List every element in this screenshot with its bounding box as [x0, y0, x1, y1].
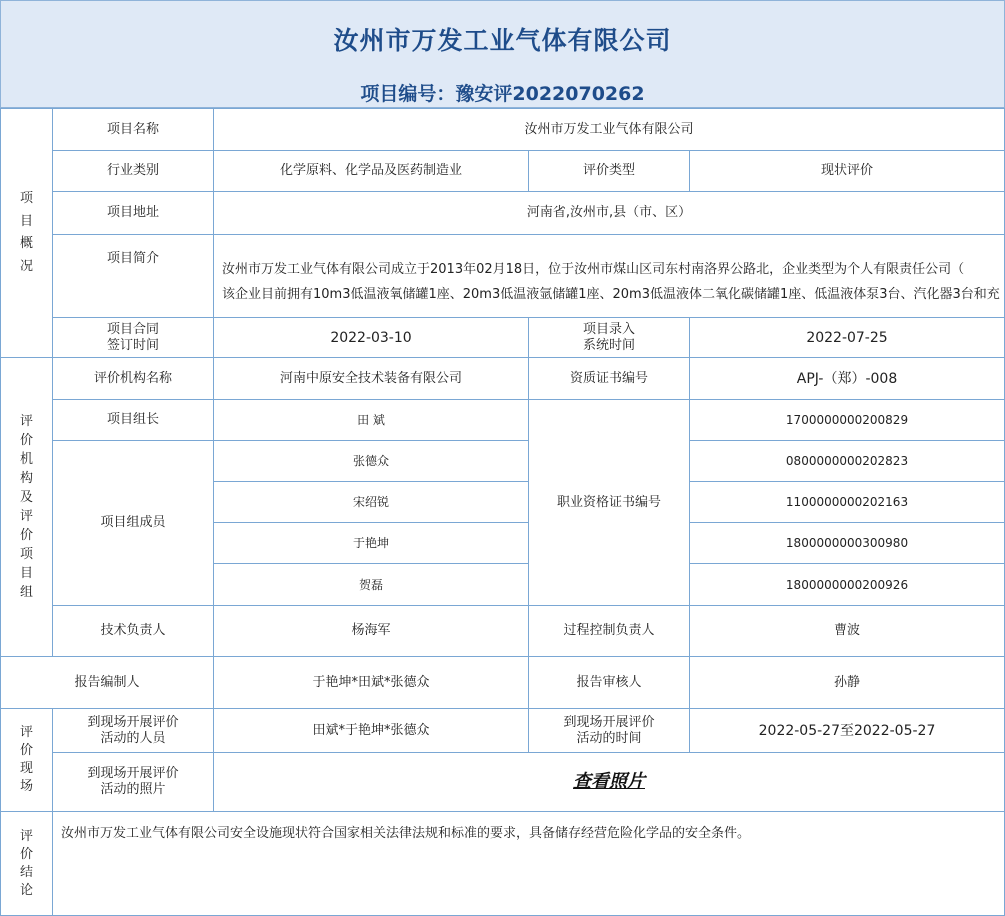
company-title: 汝州市万发工业气体有限公司 — [333, 26, 672, 55]
intro-label: 项目简介 — [52, 234, 214, 318]
section-overview-label: 项 目 概 况 — [0, 108, 53, 358]
cert-label: 资质证书编号 — [528, 357, 690, 400]
project-number: 项目编号：豫安评2022070262 — [360, 83, 645, 105]
report-reviewer-label: 报告审核人 — [528, 656, 690, 709]
member-name: 贺磊 — [213, 563, 529, 606]
site-photo-cell — [213, 752, 1005, 812]
member-name: 于艳坤 — [213, 522, 529, 564]
qualification-label: 职业资格证书编号 — [528, 399, 690, 606]
intro-text — [213, 234, 1005, 318]
project-name-value: 汝州市万发工业气体有限公司 — [213, 108, 1005, 151]
section-org-label: 评 价 机 构 及 评 价 项 目 组 — [0, 357, 53, 657]
eval-type-label: 评价类型 — [528, 150, 690, 192]
member-cert: 0800000000202823 — [689, 440, 1005, 482]
intro-line-2: 该企业目前拥有10m3低温液氧储罐1座、20m3低温液氩储罐1座、20m3低温液体二氧化碳储罐1座、低温液体泵3台、汽化器3台和充 — [222, 287, 1000, 302]
site-people-value: 田斌*于艳坤*张德众 — [213, 708, 529, 753]
view-photos-link[interactable]: 查看照片 — [573, 771, 645, 792]
header-banner — [0, 0, 1005, 108]
member-cert: 1800000000300980 — [689, 522, 1005, 564]
tech-lead-value: 杨海军 — [213, 605, 529, 657]
member-cert: 1100000000202163 — [689, 481, 1005, 523]
site-time-value: 2022-05-27至2022-05-27 — [689, 708, 1005, 753]
site-people-label: 到现场开展评价 活动的人员 — [52, 708, 214, 753]
member-name: 宋绍锐 — [213, 481, 529, 523]
project-name-label: 项目名称 — [52, 108, 214, 151]
members-label: 项目组成员 — [52, 440, 214, 606]
cert-value: APJ-（郑）-008 — [689, 357, 1005, 400]
section-site-label: 评 价 现 场 — [0, 708, 53, 812]
leader-cert: 1700000000200829 — [689, 399, 1005, 441]
entry-time-value: 2022-07-25 — [689, 317, 1005, 358]
site-time-label: 到现场开展评价 活动的时间 — [528, 708, 690, 753]
member-name: 张德众 — [213, 440, 529, 482]
conclusion-text: 汝州市万发工业气体有限公司安全设施现状符合国家相关法律法规和标准的要求，具备储存经营危险化学品的安全条件。 — [52, 811, 1005, 916]
process-lead-value: 曹波 — [689, 605, 1005, 657]
contract-time-label: 项目合同 签订时间 — [52, 317, 214, 358]
site-photo-label: 到现场开展评价 活动的照片 — [52, 752, 214, 812]
report-author-label: 报告编制人 — [0, 656, 214, 709]
intro-line-1: 汝州市万发工业气体有限公司成立于2013年02月18日，位于汝州市煤山区司东村南洛界公路北，企业类型为个人有限责任公司（ — [222, 262, 965, 277]
address-value: 河南省,汝州市,县（市、区） — [213, 191, 1005, 235]
member-cert: 1800000000200926 — [689, 563, 1005, 606]
report-reviewer-value: 孙静 — [689, 656, 1005, 709]
report-author-value: 于艳坤*田斌*张德众 — [213, 656, 529, 709]
address-label: 项目地址 — [52, 191, 214, 235]
tech-lead-label: 技术负责人 — [52, 605, 214, 657]
leader-value: 田 斌 — [213, 399, 529, 441]
industry-value: 化学原料、化学品及医药制造业 — [213, 150, 529, 192]
section-conclusion-label: 评 价 结 论 — [0, 811, 53, 916]
agency-label: 评价机构名称 — [52, 357, 214, 400]
leader-label: 项目组长 — [52, 399, 214, 441]
entry-time-label: 项目录入 系统时间 — [528, 317, 690, 358]
industry-label: 行业类别 — [52, 150, 214, 192]
contract-time-value: 2022-03-10 — [213, 317, 529, 358]
eval-type-value: 现状评价 — [689, 150, 1005, 192]
process-lead-label: 过程控制负责人 — [528, 605, 690, 657]
agency-value: 河南中原安全技术装备有限公司 — [213, 357, 529, 400]
